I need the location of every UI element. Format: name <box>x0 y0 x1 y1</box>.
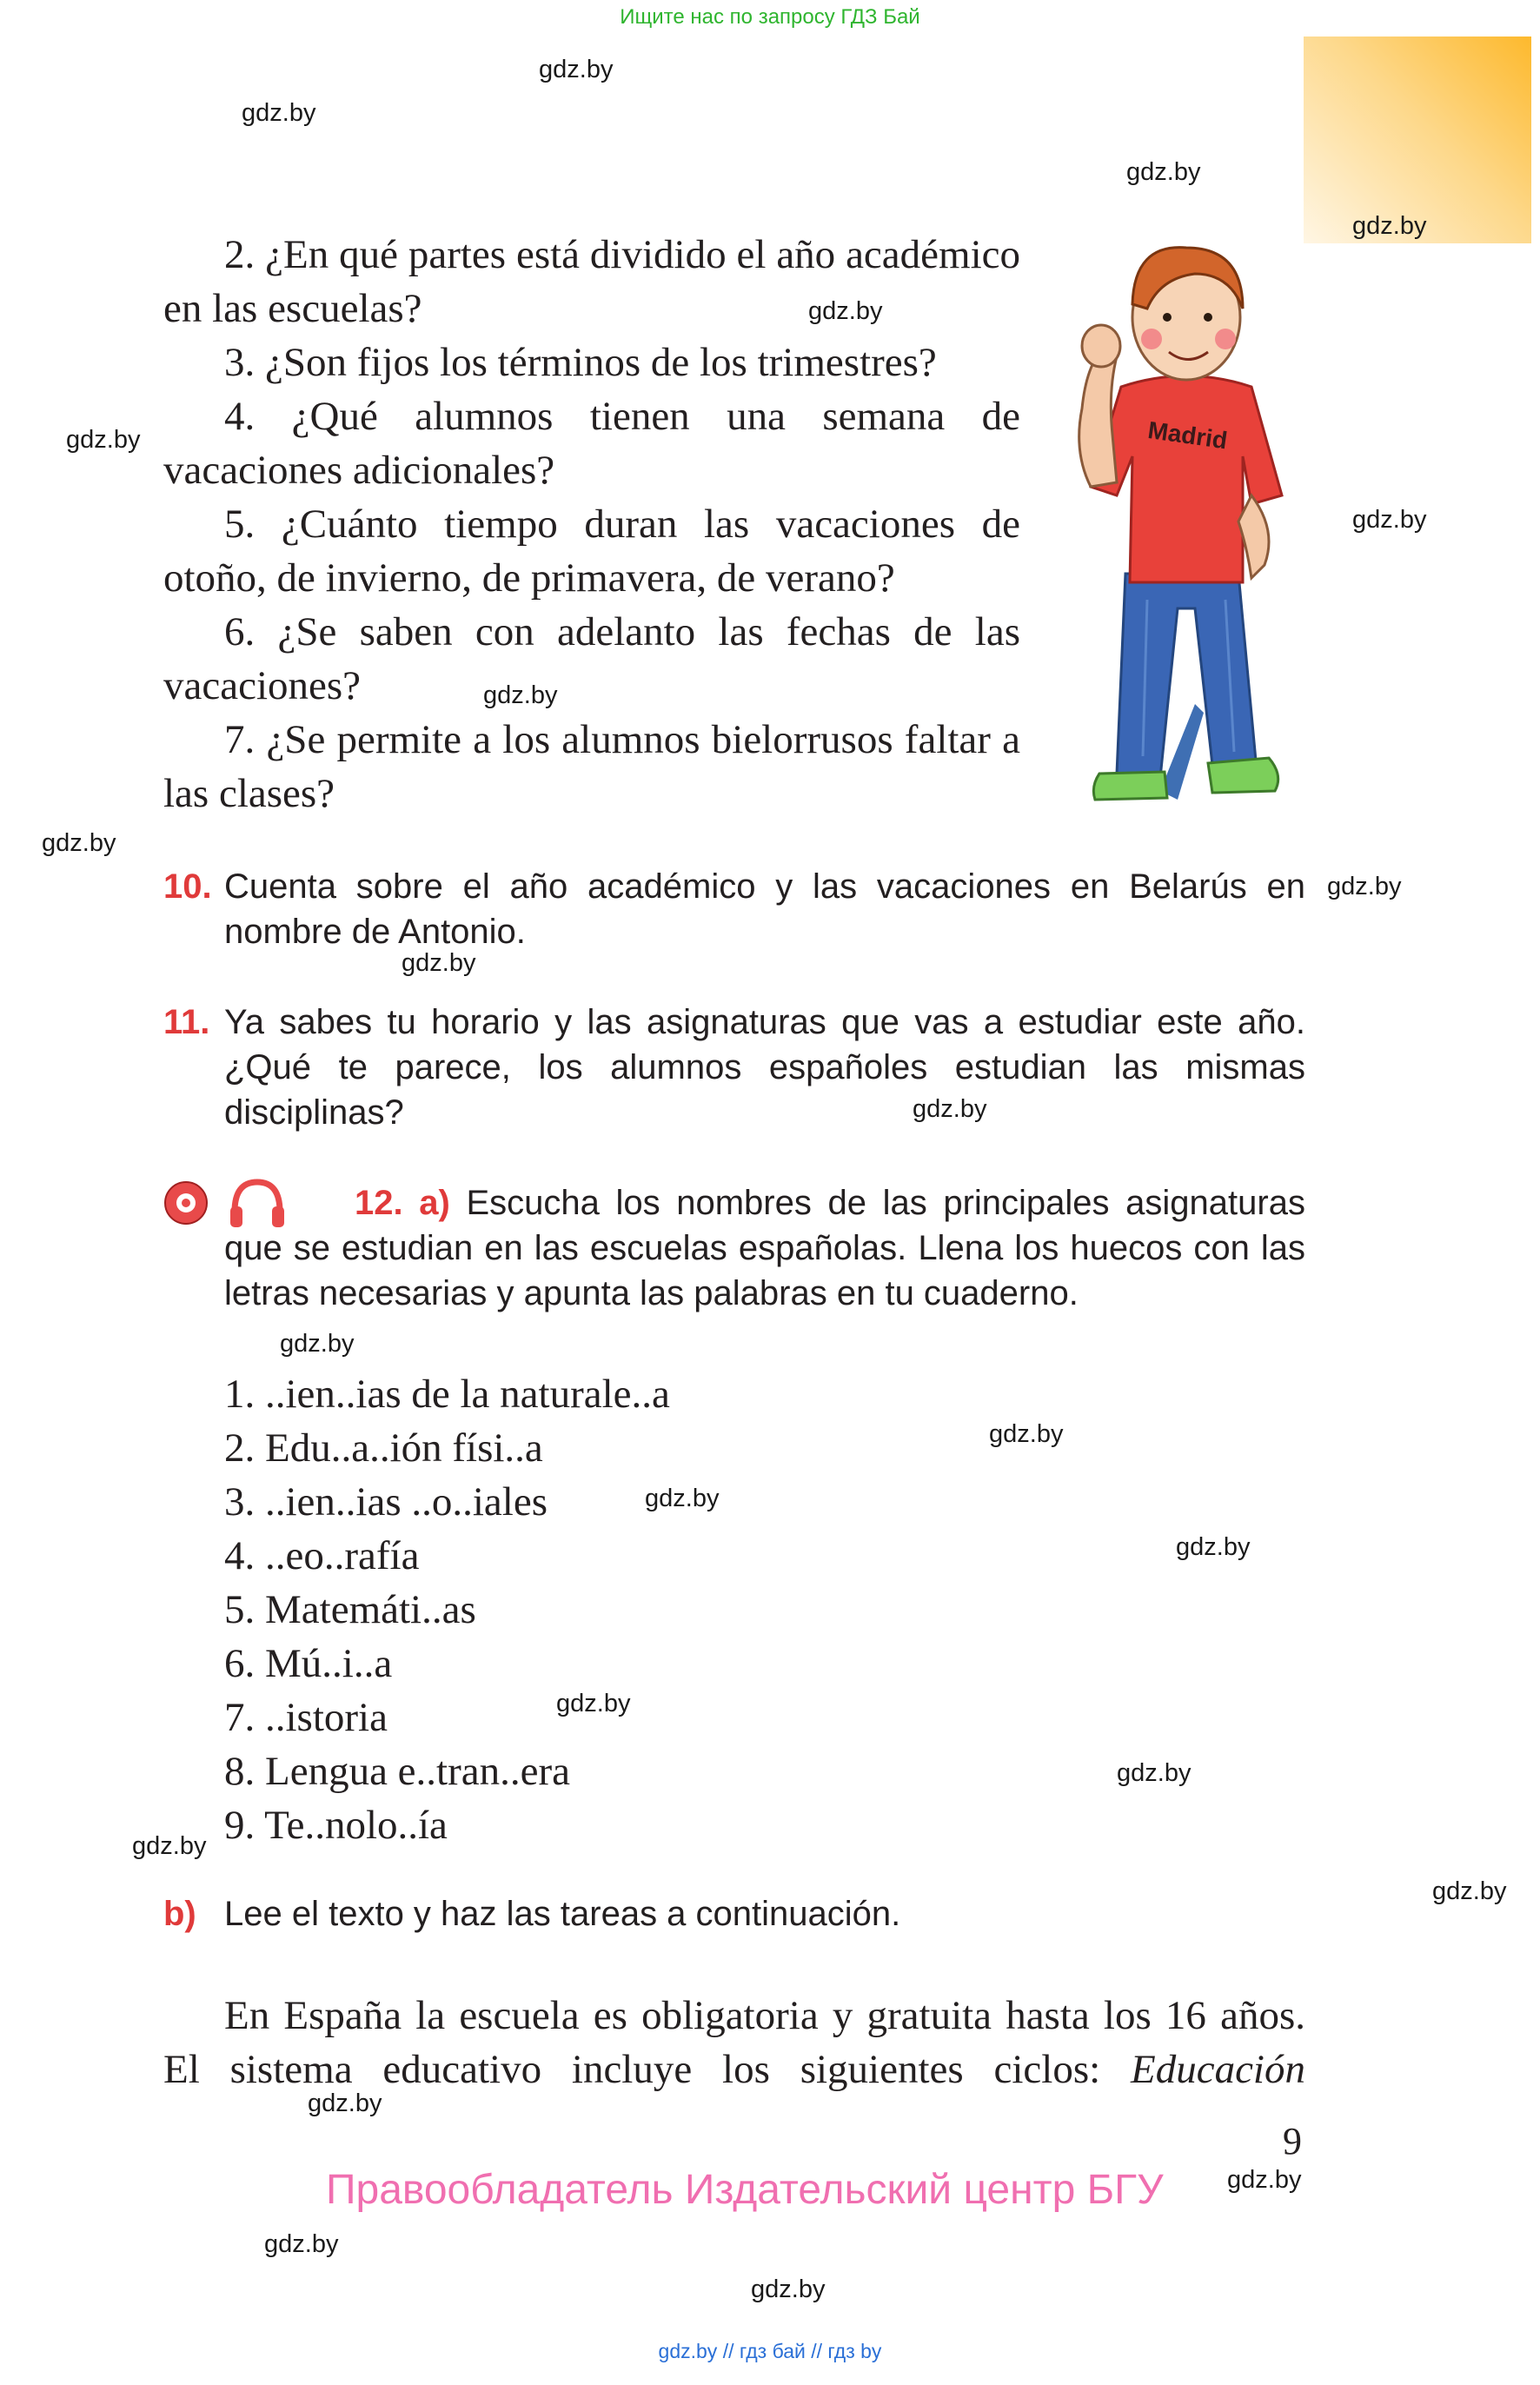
list-item: 8. Lengua e..tran..era <box>224 1749 570 1794</box>
list-item: 2. Edu..a..ión físi..a <box>224 1425 543 1471</box>
questions-block <box>163 228 1020 820</box>
list-item: 6. Mú..i..a <box>224 1641 393 1686</box>
watermark: gdz.by <box>132 1832 207 1860</box>
watermark: gdz.by <box>264 2230 339 2258</box>
reading-line-1: En España la escuela es obligatoria y gratuita hasta los 16 años. <box>224 1993 1305 2038</box>
top-banner[interactable]: Ищите нас по запросу ГДЗ Бай <box>620 5 920 29</box>
exercise-10-number: 10. <box>163 867 212 906</box>
exercise-11 <box>163 1000 1305 1135</box>
list-item: 4. ..eo..rafía <box>224 1533 420 1578</box>
watermark: gdz.by <box>66 426 141 454</box>
boy-illustration <box>1065 235 1312 817</box>
question-5: 5. ¿Cuánto tiempo duran las vacaciones de otoño, de invierno, de primavera, de verano? <box>163 502 1020 601</box>
watermark: gdz.by <box>1176 1533 1251 1561</box>
question-4: 4. ¿Qué alumnos tienen una semana de vacaciones adicionales? <box>163 394 1020 493</box>
watermark: gdz.by <box>1352 506 1427 534</box>
watermark: gdz.by <box>1126 158 1201 186</box>
watermark: gdz.by <box>308 2089 382 2117</box>
list-item: 9. Te..nolo..ía <box>224 1803 448 1848</box>
reading-line-2-text: El sistema educativo incluye los siguientes ciclos: <box>163 2047 1131 2092</box>
reading-text <box>163 1989 1305 2096</box>
watermark: gdz.by <box>483 681 558 709</box>
exercise-12b-text: Lee el texto y haz las tareas a continuación. <box>224 1895 901 1933</box>
reading-line-2 <box>163 2043 1305 2096</box>
exercise-10-text: Cuenta sobre el año académico y las vacaciones en Belarús en nombre de Antonio. <box>224 867 1305 951</box>
reading-line-2-italic: Educación <box>1131 2047 1305 2092</box>
exercise-12a-text: Escucha los nombres de las principales asignaturas que se estudian en las escuelas españolas. Llena los huecos con las letras necesarias y apunta las palabras en tu cuaderno. <box>224 1184 1305 1312</box>
page-number: 9 <box>1283 2120 1302 2162</box>
watermark: gdz.by <box>402 949 476 977</box>
list-item: 1. ..ien..ias de la naturale..a <box>224 1372 670 1417</box>
exercise-12a-body <box>224 1180 1305 1316</box>
question-3: 3. ¿Son fijos los términos de los trimestres? <box>224 340 937 385</box>
watermark: gdz.by <box>242 99 316 127</box>
watermark: gdz.by <box>42 829 116 857</box>
exercise-12a-label: a) <box>419 1184 450 1222</box>
watermark: gdz.by <box>1352 212 1427 240</box>
list-item: 5. Matemáti..as <box>224 1587 476 1632</box>
exercise-12b-label: b) <box>163 1895 196 1933</box>
exercise-12b <box>163 1891 1305 1937</box>
question-2: 2. ¿En qué partes está dividido el año académico en las escuelas? <box>163 232 1020 331</box>
watermark: gdz.by <box>556 1690 631 1717</box>
exercise-11-text: Ya sabes tu horario y las asignaturas que vas a estudiar este año. ¿Qué te parece, los alumnos españoles estudian las mismas disciplinas? <box>224 1003 1305 1132</box>
shirt-text: Madrid <box>1145 415 1230 455</box>
watermark: gdz.by <box>645 1485 720 1512</box>
exercise-10 <box>163 864 1305 954</box>
watermark: gdz.by <box>539 56 614 83</box>
watermark: gdz.by <box>751 2275 826 2303</box>
watermark: gdz.by <box>1227 2166 1302 2194</box>
watermark: gdz.by <box>1432 1877 1507 1905</box>
watermark: gdz.by <box>1117 1759 1192 1787</box>
watermark: gdz.by <box>913 1095 987 1123</box>
watermark: gdz.by <box>1327 873 1402 900</box>
watermark: gdz.by <box>808 297 883 325</box>
footer-links[interactable]: gdz.by // гдз бай // гдз by <box>658 2340 882 2362</box>
subject-list <box>224 1367 670 1852</box>
question-7: 7. ¿Se permite a los alumnos bielorrusos faltar a las clases? <box>163 717 1020 816</box>
list-item: 3. ..ien..ias ..o..iales <box>224 1479 548 1525</box>
exercise-11-number: 11. <box>163 1003 210 1041</box>
watermark: gdz.by <box>989 1420 1064 1448</box>
list-item: 7. ..istoria <box>224 1695 388 1740</box>
watermark: gdz.by <box>280 1330 355 1358</box>
copyright-notice: Правообладатель Издательский центр БГУ <box>326 2167 1164 2213</box>
question-6: 6. ¿Se saben con adelanto las fechas de las vacaciones? <box>163 609 1020 708</box>
exercise-12-number: 12. <box>355 1184 403 1222</box>
exercise-12a <box>163 1180 1305 1316</box>
